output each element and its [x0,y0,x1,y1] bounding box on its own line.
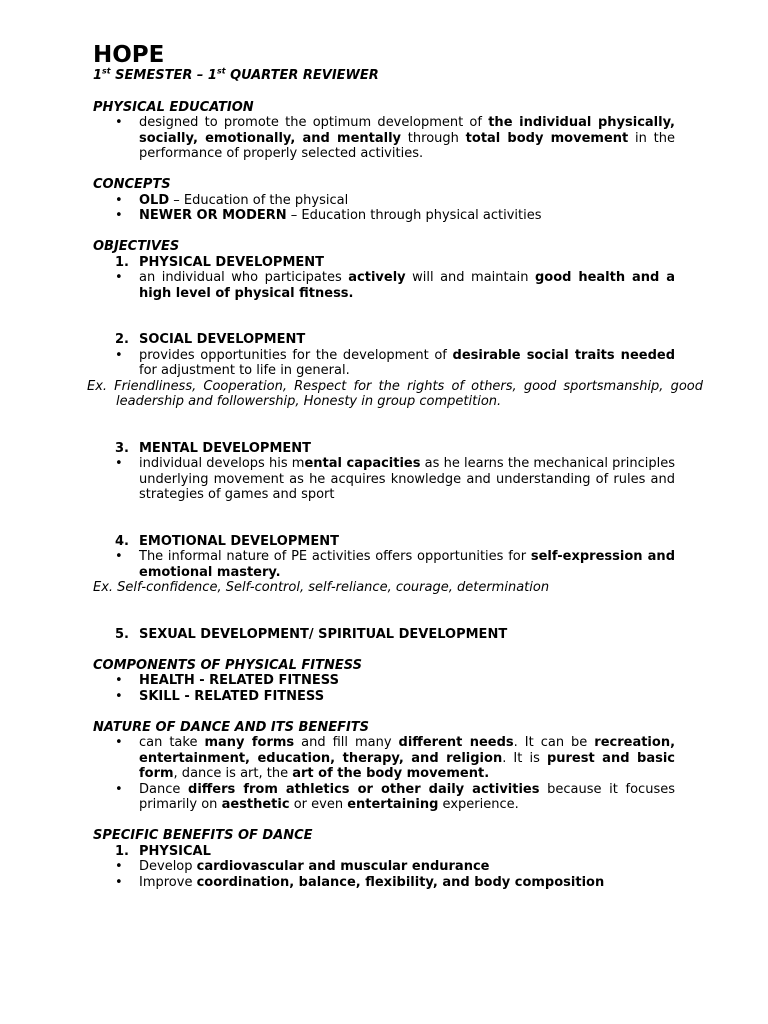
objective-mental-list [93,456,675,503]
specific-physical-list [93,859,675,890]
dance-list [93,735,675,813]
section-heading-specific-benefits: SPECIFIC BENEFITS OF DANCE [93,828,313,843]
section-heading-concepts: CONCEPTS [93,177,171,192]
objective-social-heading: 2. SOCIAL DEVELOPMENT [115,332,306,347]
subtitle-part: SEMESTER – 1 [110,68,217,83]
objective-mental-bullet: • individual develops his mental capacities as he learns the mechanical principles underlying movement as he acquires knowledge and understanding of rules and strategies of games and sport [93,456,675,503]
pe-definition-bullet: • designed to promote the optimum development of the individual physically, socially, emotionally, and mentally through total body movement in the performance of properly selected activities. [93,115,675,162]
pe-bullet-list [93,115,675,162]
objective-physical-heading: 1. PHYSICAL DEVELOPMENT [115,254,325,270]
objective-mental-heading: 3. MENTAL DEVELOPMENT [115,440,312,456]
subtitle-superscript: st [102,66,111,76]
objective-social-bullet: • provides opportunities for the development of desirable social traits needed for adjustment to life in general. [93,348,675,379]
objective-social-list [93,348,675,379]
emotional-example-text: Ex. Self-confidence, Self-control, self-reliance, courage, determination [93,580,550,595]
subtitle-part: QUARTER REVIEWER [225,68,379,83]
objective-emotional-list [93,549,675,580]
dance-differs-bullet: • Dance differs from athletics or other daily activities because it focuses primarily on aesthetic or even entertaining experience. [93,782,675,813]
dance-forms-bullet: • can take many forms and fill many different needs. It can be recreation, entertainment, education, therapy, and religion. It is purest and basic form, dance is art, the art of the body movement. [93,735,675,782]
concept-old-bullet: • OLD – Education of the physical [93,193,675,209]
document-title: HOPE [93,42,165,68]
objective-physical-list [93,270,675,301]
document-subtitle [93,68,675,84]
component-skill-bullet: • SKILL - RELATED FITNESS [93,689,675,705]
section-heading-dance: NATURE OF DANCE AND ITS BENEFITS [93,719,370,735]
concepts-list [93,193,675,224]
specific-physical-heading: 1. PHYSICAL [115,843,211,859]
document-page [87,42,703,890]
component-health-bullet: • HEALTH - RELATED FITNESS [93,673,675,689]
section-heading-physical-education: PHYSICAL EDUCATION [93,99,254,115]
objective-sexual-heading: 5. SEXUAL DEVELOPMENT/ SPIRITUAL DEVELOPMENT [115,626,508,642]
subtitle-part: 1 [93,68,103,83]
specific-endurance-bullet: • Develop cardiovascular and muscular endurance [93,859,675,875]
specific-coordination-bullet: • Improve coordination, balance, flexibility, and body composition [93,875,675,891]
section-heading-objectives: OBJECTIVES [93,239,180,254]
subtitle-superscript: st [216,66,226,76]
components-list [93,673,675,704]
social-example-text: Ex. Friendliness, Cooperation, Respect for the rights of others, good sportsmanship, good leadership and followership, Honesty in group competition. [87,378,703,409]
concept-new-bullet: • NEWER OR MODERN – Education through physical activities [93,208,675,224]
objective-emotional-bullet: • The informal nature of PE activities offers opportunities for self-expression and emotional mastery. [93,549,675,580]
objective-emotional-heading: 4. EMOTIONAL DEVELOPMENT [115,533,339,549]
objective-physical-bullet: • an individual who participates actively will and maintain good health and a high level of physical fitness. [93,270,675,301]
section-heading-components: COMPONENTS OF PHYSICAL FITNESS [93,657,363,673]
